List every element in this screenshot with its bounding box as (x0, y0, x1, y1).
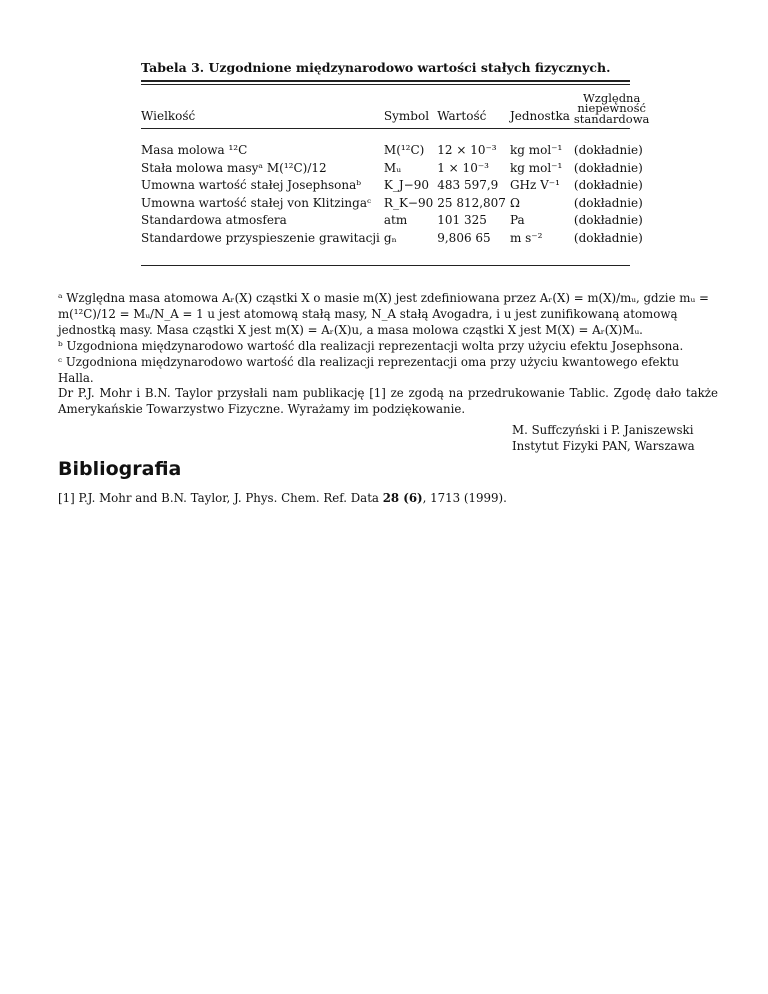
cell-value: 101 325 (437, 213, 487, 228)
cell-uncertainty: (dokładnie) (573, 143, 643, 158)
footnote-c: ᶜ Uzgodniona międzynarodowo wartość dla realizacji reprezentacji oma przy użyciu kwantowego efektu Halla. (58, 355, 680, 385)
bib-volume: 28 (6) (382, 491, 423, 505)
cell-quantity: Umowna wartość stałej Josephsonaᵇ (141, 178, 362, 193)
table-top-rule (141, 80, 630, 82)
cell-symbol: K_J−90 (383, 178, 430, 193)
footnote-b: ᵇ Uzgodniona międzynarodowo wartość dla realizacji reprezentacji wolta przy użyciu efektu Josephsona. (58, 339, 684, 353)
cell-symbol: M(¹²C) (383, 143, 425, 158)
header-symbol: Symbol (383, 109, 430, 123)
table-row (141, 159, 653, 177)
table-header-row (141, 92, 653, 124)
cell-value: 9,806 65 (437, 230, 491, 245)
cell-unit: Ω (509, 195, 520, 210)
cell-unit: Pa (509, 213, 525, 228)
bib-pages: , 1713 (1999). (422, 491, 507, 505)
header-unit: Jednostka (509, 109, 570, 123)
authors: M. Suffczyński i P. Janiszewski (512, 423, 694, 437)
cell-uncertainty: (dokładnie) (573, 195, 643, 210)
header-quantity: Wielkość (141, 109, 196, 123)
header-uncertainty (574, 92, 654, 124)
table-row (141, 177, 653, 195)
affiliation: Instytut Fizyki PAN, Warszawa (512, 439, 695, 453)
cell-unit: m s⁻² (509, 230, 543, 245)
cell-uncertainty: (dokładnie) (573, 160, 643, 175)
cell-quantity: Stała molowa masyᵃ M(¹²C)/12 (141, 160, 327, 175)
footnote-a: ᵃ Względna masa atomowa Aᵣ(X) cząstki X o masie m(X) jest zdefiniowana przez Aᵣ(X) = m(X)/mᵤ, gdzie mᵤ = m(¹²C)/12 = Mᵤ/N_A = 1 u jest atomową stałą masy, N_A stałą Avogadra, i u jest zunifikowaną atomową jednostką masy. Masa cząstki X jest m(X) = Aᵣ(X)u, a masa molowa cząstki X jest M(X) = Aᵣ(X)Mᵤ. (58, 291, 709, 337)
table-top-rule-2 (141, 84, 630, 85)
cell-quantity: Umowna wartość stałej von Klitzingaᶜ (141, 195, 372, 210)
signature-block (512, 422, 695, 454)
constants-table (141, 92, 653, 247)
bib-text: P.J. Mohr and B.N. Taylor, J. Phys. Chem. Ref. Data (78, 491, 379, 505)
bibliography-heading: Bibliografia (58, 458, 182, 480)
acknowledgement-paragraph: Dr P.J. Mohr i B.N. Taylor przysłali nam publikację [1] ze zgodą na przedrukowanie Tablic. Zgodę dało także Amerykańskie Towarzystwo Fizyczne. Wyrażamy im podziękowanie. (58, 386, 718, 416)
cell-quantity: Standardowe przyspieszenie grawitacji (141, 230, 380, 245)
cell-uncertainty: (dokładnie) (573, 213, 643, 228)
cell-value: 483 597,9 (437, 178, 499, 193)
table-header-rule (141, 128, 630, 129)
cell-quantity: Standardowa atmosfera (141, 213, 287, 228)
cell-value: 1 × 10⁻³ (437, 160, 489, 175)
table-row (141, 142, 653, 160)
cell-symbol: atm (383, 213, 408, 228)
cell-value: 25 812,807 (437, 195, 506, 210)
table-footnotes (58, 290, 718, 386)
cell-symbol: gₙ (383, 230, 397, 245)
header-uncertainty-line-3: standardowa (573, 111, 650, 126)
table-row (141, 212, 653, 230)
cell-unit: kg mol⁻¹ (509, 160, 563, 175)
cell-uncertainty: (dokładnie) (573, 230, 643, 245)
table-bottom-rule (141, 265, 630, 266)
cell-quantity: Masa molowa ¹²C (141, 143, 248, 158)
header-uncertainty-line-1: Względna (582, 90, 641, 105)
bib-number: [1] (58, 491, 75, 505)
header-uncertainty-line-2: niepewność (577, 101, 646, 115)
cell-symbol: R_K−90 (383, 195, 434, 210)
table-row (141, 229, 653, 247)
bibliography-item (58, 491, 507, 505)
header-value: Wartość (437, 109, 487, 123)
table-row (141, 194, 653, 212)
cell-uncertainty: (dokładnie) (573, 178, 643, 193)
cell-unit: kg mol⁻¹ (509, 143, 563, 158)
cell-unit: GHz V⁻¹ (509, 178, 560, 193)
cell-symbol: Mᵤ (383, 160, 401, 175)
table-caption: Tabela 3. Uzgodnione międzynarodowo wartości stałych fizycznych. (141, 60, 611, 75)
cell-value: 12 × 10⁻³ (437, 143, 497, 158)
